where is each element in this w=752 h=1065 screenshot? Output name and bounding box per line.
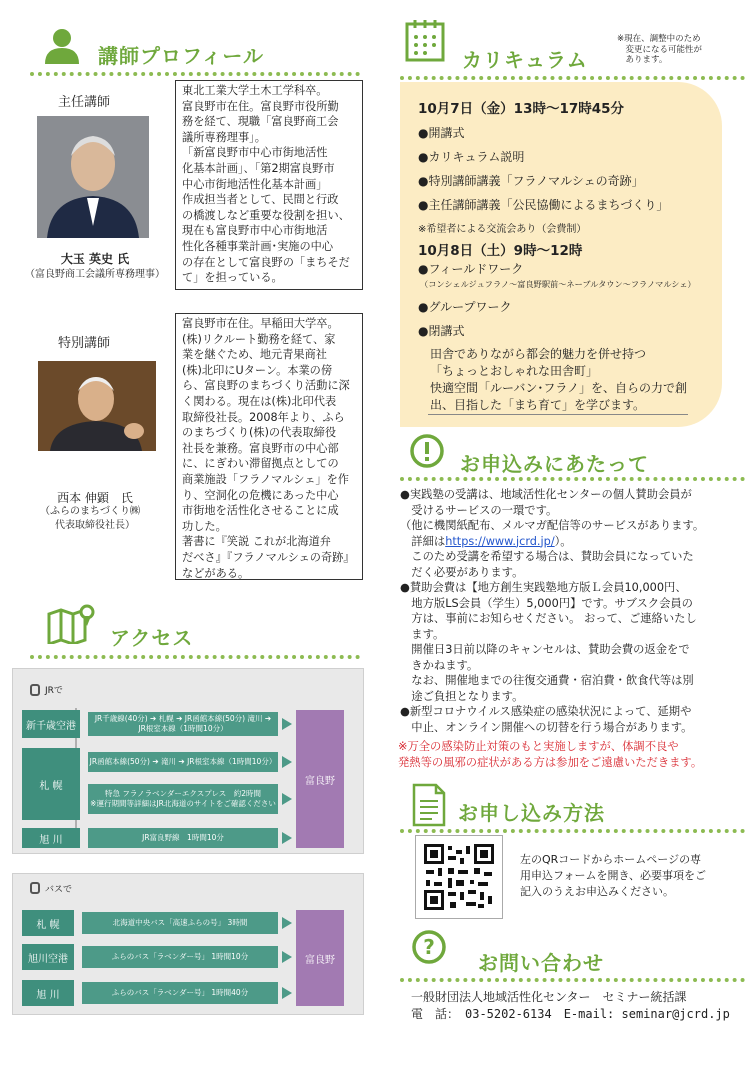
bus-route-asahikawa: ふらのバス「ラベンダー号」 1時間40分 <box>82 982 278 1004</box>
special-lecturer-affiliation: （ふらのまちづくり㈱ 代表取締役社長） <box>40 506 140 531</box>
jr-label: JRで <box>45 686 63 696</box>
website-link[interactable]: https://www.jcrd.jp/ <box>445 534 555 548</box>
document-icon <box>412 783 446 827</box>
application-body: ●実践塾の受講は、地域活性化センターの個人賛助会員が 受けるサービスの一環です。 （他に機関紙配布、メルマガ配信等のサービスがあります。 詳細はhttps://www.jcrd.jp/）。 このため受講を希望する場合は、賛助会員になっていた だく必要があります。 ●賛助会費は【地方創生実践塾地方版Ｌ会員10,000円、 地方版LS会員（学生）5,000円】です。サブスク会員の 方は、事前にお知らせください。 おって、ご連絡いたし ます。 開催日3日前以降のキャンセルは、賛助会費の返金をで きかねます。 なお、開催地までの往復交通費・宿泊費・飲食代等は別 途ご負担となります。 ●新型コロナウイルス感染症の感染状況によって、延期や 中止、オンライン開催への切替を行う場合があります。 <box>400 488 705 734</box>
day1-note: ※希望者による交流会あり（会費制） <box>418 224 587 235</box>
contact-tel-email[interactable]: 電 話： 03-5202-6134 E-mail: seminar@jcrd.jp <box>411 1007 730 1021</box>
day2-heading: 10月8日（土）9時～12時 <box>418 243 583 259</box>
access-title: アクセス <box>110 626 194 650</box>
contact-title: お問い合わせ <box>478 951 604 975</box>
main-lecturer-affiliation: （富良野商工会議所専務理事） <box>25 269 165 280</box>
profile-divider <box>30 72 360 76</box>
contact-org: 一般財団法人地域活性化センター セミナー統括課 <box>411 990 687 1004</box>
bus-from-sapporo: 札 幌 <box>22 910 74 936</box>
special-lecturer-role: 特別講師 <box>58 336 111 351</box>
bus-route-asahikawa-airport: ふらのバス「ラベンダー号」 1時間10分 <box>82 946 278 968</box>
main-lecturer-role: 主任講師 <box>58 95 111 110</box>
day1-heading: 10月7日（金）13時～17時45分 <box>418 101 625 117</box>
train-icon <box>30 684 40 696</box>
jr-route-asahikawa: JR富良野線 1時間10分 <box>88 828 278 848</box>
main-lecturer-name: 大玉 英史 氏 <box>60 252 130 266</box>
profile-title: 講師プロフィール <box>98 44 264 68</box>
map-icon <box>45 604 97 644</box>
special-lecturer-name: 西本 伸顕 氏 <box>57 491 133 505</box>
jr-route-new-chitose: JR千歳線(40分) ➔ 札幌 ➔ JR函館本線(50分) 滝川 ➔ JR根室本線（1時間10分） <box>88 712 278 736</box>
curriculum-summary: 田舎でありながら都会的魅力を併せ持つ 「ちょっとおしゃれな田舎町」 快適空間「ルーバン･フラノ」を、自らの力で創 出、目指した「まち育て」を学びます。 <box>430 347 688 412</box>
svg-text:?: ? <box>423 935 435 959</box>
method-divider <box>400 829 745 833</box>
bus-from-asahikawa: 旭 川 <box>22 980 74 1006</box>
application-title: お申込みにあたって <box>460 452 649 476</box>
main-lecturer-photo <box>37 116 149 238</box>
special-lecturer-bio: 富良野市在住。早稲田大学卒。 (株)リクルート勤務を経て、家 業を継ぐため、地元青果商社 (株)北印にUターン。本業の傍 ら、富良野のまちづくり活動に深 く関わる。現在は(株)北印代表 取締役社長。2008年より、ふら のまちづくり(株)の代表取締役 社長を兼務。富良野市の中心部 に、にぎわい滞留拠点としての 商業施設「フラノマルシェ」を作 り、空洞化の危機にあった中心 市街地を活性化させることに成 功した。 著書に『笑説 これが北海道弁 だべさ』『フラノマルシェの奇跡』 などがある。 <box>175 313 363 580</box>
bus-route-sapporo: 北海道中央バス「高速ふらの号」 3時間 <box>82 912 278 934</box>
method-title: お申し込み方法 <box>458 801 605 825</box>
jr-route-sapporo-local: JR函館本線(50分) ➔ 滝川 ➔ JR根室本線（1時間10分） <box>88 752 278 772</box>
day1-item-4: ●主任講師講義「公民協働によるまちづくり」 <box>418 198 669 212</box>
day2-item-2: ●グループワーク <box>418 300 512 314</box>
curriculum-divider <box>400 76 745 80</box>
contact-divider <box>400 978 745 982</box>
curriculum-title: カリキュラム <box>462 48 588 72</box>
day1-item-1: ●開講式 <box>418 126 465 140</box>
jr-destination: 富良野 <box>296 710 344 848</box>
special-lecturer-photo <box>38 361 156 451</box>
day1-item-2: ●カリキュラム説明 <box>418 150 525 164</box>
exclamation-icon <box>410 434 444 468</box>
access-divider <box>30 655 360 659</box>
calendar-icon <box>405 18 445 62</box>
day1-item-3: ●特別講師講義「フラノマルシェの奇跡」 <box>418 174 644 188</box>
jr-from-new-chitose: 新千歳空港 <box>22 710 80 738</box>
bus-destination: 富良野 <box>296 910 344 1006</box>
day2-item-1-detail: （コンシェルジュフラノ～富良野駅前～ネーブルタウン～フラノマルシェ） <box>420 279 696 289</box>
bus-icon <box>30 882 40 894</box>
bus-from-asahikawa-airport: 旭川空港 <box>22 944 74 970</box>
method-text: 左のQRコードからホームページの専 用申込フォームを開き、必要事項をご 記入のうえお申込みください。 <box>520 853 707 898</box>
application-warning: ※万全の感染防止対策のもと実施しますが、体調不良や 発熱等の風邪の症状がある方は参加をご遠慮いただきます。 <box>398 740 703 769</box>
person-icon <box>43 28 81 64</box>
day2-item-1: ●フィールドワーク <box>418 262 524 276</box>
jr-from-sapporo: 札 幌 <box>22 748 80 820</box>
curriculum-note: ※現在、調整中のため 変更になる可能性が あります。 <box>617 34 703 65</box>
day2-item-3: ●閉講式 <box>418 324 465 338</box>
application-divider <box>400 477 745 481</box>
qr-code[interactable] <box>415 835 503 919</box>
jr-from-asahikawa: 旭 川 <box>22 828 80 848</box>
jr-route-sapporo-express: 特急 フラノラベンダーエクスプレス 約2時間 ※運行期間等詳細はJR北海道のサイトをご確認ください <box>88 784 278 814</box>
bus-label: バスで <box>45 885 73 895</box>
question-icon <box>412 930 446 964</box>
main-lecturer-bio: 東北工業大学土木工学科卒。 富良野市在住。富良野市役所勤 務を経て、現職「富良野商工会 議所専務理事」。 「新富良野市中心市街地活性 化基本計画」、「第2期富良野市 中心市街地活性化基本計画」 作成担当者として、民間と行政 の橋渡しなど重要な役割を担い、 現在も富良野市中心市街地活 性化各種事業計画･実施の中心 の存在として富良野の「まちそだ て」を担っている。 <box>175 80 363 290</box>
